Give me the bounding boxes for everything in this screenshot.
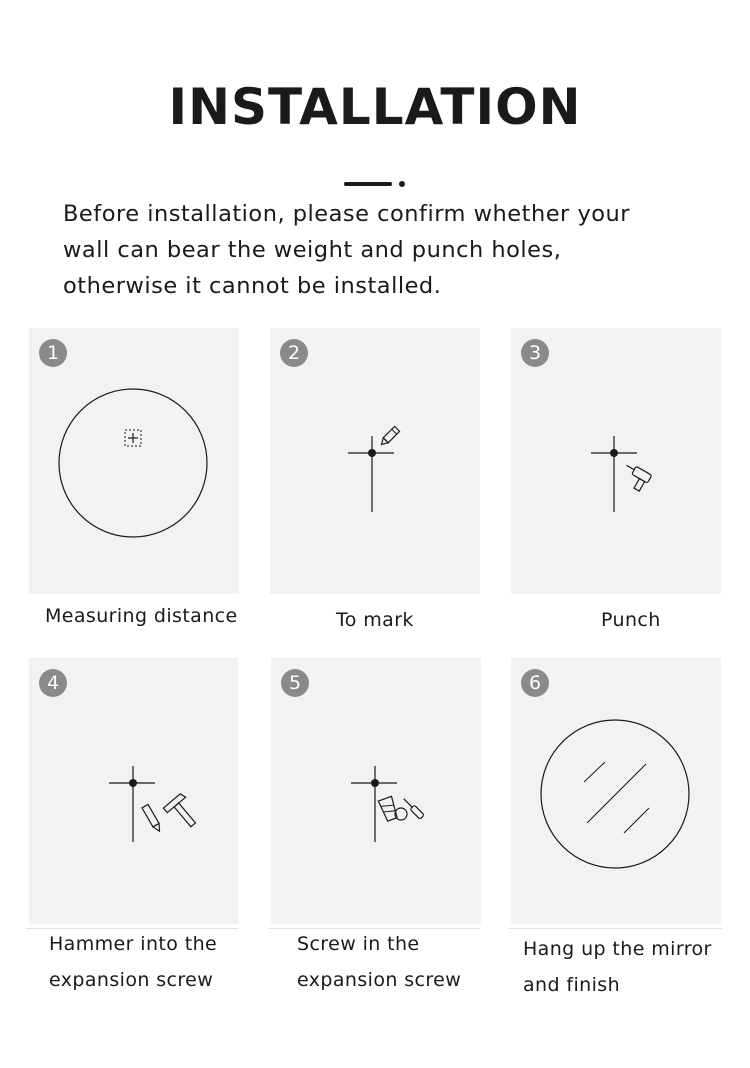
mirror-illustration [511,658,721,924]
step-6-badge: 6 [521,669,549,697]
divider-dash [344,182,392,186]
intro-line-1: Before installation, please confirm whether your [63,201,631,227]
title-divider [344,182,406,188]
step-4-panel [29,658,238,924]
screwdriver-icon [402,797,425,820]
intro-text [63,196,723,304]
step-6-caption-line-2: and finish [523,974,621,996]
step-3-caption-text: Punch [601,609,661,631]
step-6-caption [523,931,712,1003]
step-6-separator [508,928,722,929]
step-3-badge: 3 [521,339,549,367]
step-5-panel [271,658,481,924]
step-5-badge: 5 [281,669,309,697]
step-1-panel [29,328,239,594]
screw-illustration [271,658,481,924]
step-6-caption-line-1: Hang up the mirror [523,938,712,960]
mirror-reflection-line-1 [584,762,605,782]
step-4-caption-line-2: expansion screw [49,969,214,991]
pencil-icon [379,426,400,447]
step-4-badge: 4 [39,669,67,697]
step-3-panel [511,328,721,594]
punch-illustration [511,328,721,594]
page-title: INSTALLATION [168,78,582,136]
intro-line-2: wall can bear the weight and punch holes, [63,237,562,263]
step-5-caption-line-1: Screw in the [297,933,420,955]
step-3-caption [601,602,661,638]
measuring-illustration [29,328,239,594]
hammer-icon [163,793,202,833]
step-5-caption [297,926,461,998]
nut-icon [395,808,407,820]
mirror-reflection-line-3 [624,808,649,833]
nail-icon [142,804,163,833]
step-2-caption-text: To mark [336,609,414,631]
mirror-outline-circle [59,389,207,537]
step-1-caption [45,598,238,634]
step-6-panel [511,658,721,924]
step-1-badge: 1 [39,339,67,367]
drill-icon [618,462,651,493]
hammer-illustration [29,658,238,924]
step-2-panel [270,328,480,594]
step-2-caption [336,602,414,638]
intro-line-3: otherwise it cannot be installed. [63,273,442,299]
step-4-caption-line-1: Hammer into the [49,933,218,955]
step-5-caption-line-2: expansion screw [297,969,462,991]
step-2-badge: 2 [280,339,308,367]
divider-dot [399,181,405,187]
step-1-caption-text: Measuring distance [45,605,238,627]
mirror-reflection-line-2 [587,764,646,823]
step-4-caption [49,926,217,998]
mirror-circle [541,720,689,868]
mark-illustration [270,328,480,594]
